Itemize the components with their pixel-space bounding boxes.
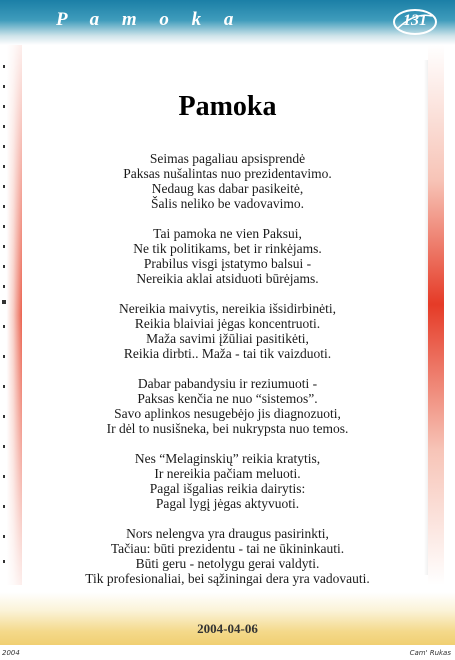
side-marks bbox=[0, 55, 10, 575]
stanza bbox=[30, 376, 425, 436]
poem-body bbox=[30, 151, 425, 601]
poem-line: Prabilus visgi įstatymo balsui - bbox=[143, 256, 312, 271]
header-title: P a m o k a bbox=[56, 9, 243, 30]
right-decorative-strip bbox=[428, 45, 444, 585]
footer-bar bbox=[0, 592, 455, 645]
poem-date: 2004-04-06 bbox=[197, 621, 258, 636]
bottom-right-signature: Cam' Rukas bbox=[409, 649, 451, 657]
poem-line: Šalis neliko be vadovavimo. bbox=[151, 196, 304, 211]
poem-line: Tačiau: būti prezidentu - tai ne ūkininkauti. bbox=[110, 541, 345, 556]
stanza bbox=[30, 226, 425, 286]
poem-line: Paksas nušalintas nuo prezidentavimo. bbox=[123, 166, 332, 181]
side-marks-icon bbox=[0, 55, 10, 575]
poem-line: Seimas pagaliau apsisprendė bbox=[149, 151, 306, 166]
poem-line: Paksas kenčia ne nuo “sistemos”. bbox=[137, 391, 318, 406]
bottom-left-year: 2004 bbox=[2, 649, 20, 657]
poem-line: Maža savimi įžūliai pasitikėti, bbox=[146, 331, 309, 346]
stanza bbox=[30, 151, 425, 211]
poem-line: Būti geru - netolygu gerai valdyti. bbox=[135, 556, 320, 571]
stanza bbox=[30, 301, 425, 361]
logo bbox=[392, 8, 438, 36]
poem-line: Reikia blaiviai jėgas koncentruoti. bbox=[134, 316, 321, 331]
poem-line: Savo aplinkos nesugebėjo jis diagnozuoti, bbox=[114, 406, 341, 421]
poem-line: Nereikia maivytis, nereikia išsidirbinėti, bbox=[118, 301, 337, 316]
poem-line: Nedaug kas dabar pasikeitė, bbox=[151, 181, 304, 196]
poem-title: Pamoka bbox=[178, 91, 277, 122]
poem-line: Reikia dirbti.. Maža - tai tik vaizduoti. bbox=[123, 346, 332, 361]
stanza bbox=[30, 526, 425, 586]
poem-line: Nors nelengva yra draugus pasirinkti, bbox=[126, 526, 329, 541]
poem-line: Ne tik politikams, bet ir rinkėjams. bbox=[133, 241, 322, 256]
poem-line: Tik profesionaliai, bei sąžiningai dera yra vadovauti. bbox=[85, 571, 370, 586]
poem-line: Ir dėl to nusišneka, bei nukrypsta nuo temos. bbox=[106, 421, 349, 436]
poem-line: Tai pamoka ne vien Paksui, bbox=[153, 226, 302, 241]
poem-line: Nereikia aklai atsiduoti būrėjams. bbox=[136, 271, 319, 286]
poem-line: Nes “Melaginskių” reikia kratytis, bbox=[134, 451, 321, 466]
poem-line: Dabar pabandysiu ir reziumuoti - bbox=[137, 376, 318, 391]
stanza bbox=[30, 451, 425, 511]
logo-text: 131 bbox=[403, 12, 427, 29]
poem-line: Pagal lygį jėgas aktyvuoti. bbox=[155, 496, 300, 511]
poem-line: Pagal išgalias reikia dairytis: bbox=[149, 481, 306, 496]
poem-line: Ir nereikia pačiam meluoti. bbox=[154, 466, 301, 481]
